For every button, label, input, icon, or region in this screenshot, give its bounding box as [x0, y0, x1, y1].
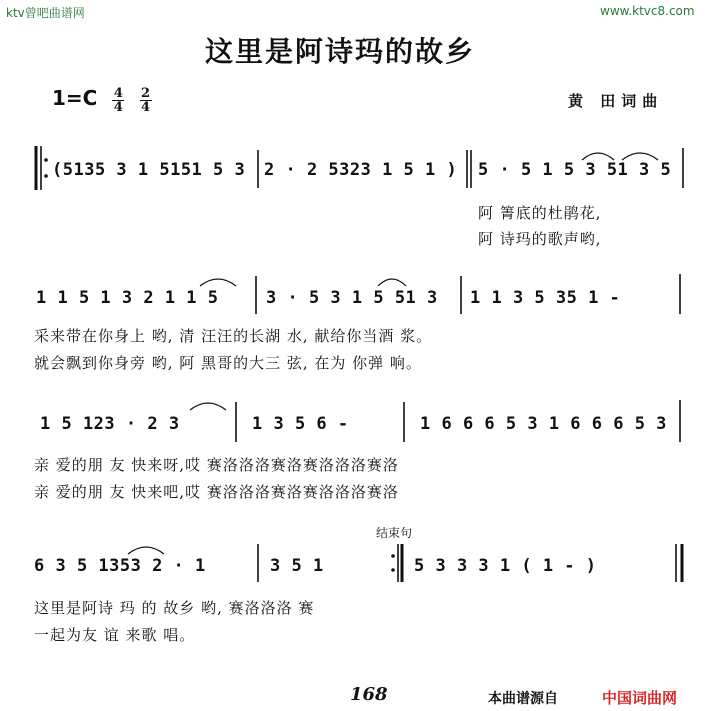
system2-measure2-notes: 3 · 5 3 1 5 51 3	[266, 288, 438, 308]
system4-measure3-notes: 5 3 3 3 1 ( 1 - )	[414, 556, 597, 576]
system4-measure2-notes: 3 5 1	[270, 556, 324, 576]
footer-source-text: 本曲谱源自	[488, 691, 558, 707]
system2-lyric-verse1: 采来带在你身上 哟, 清 汪汪的长湖 水, 献给你当酒 浆。	[34, 327, 433, 345]
watermark-left: ktv曾吧曲谱网	[6, 6, 85, 20]
time-signature-2: $\frac{2}{4}$	[141, 86, 151, 115]
footer-site-link[interactable]: 中国词曲网	[602, 689, 678, 707]
watermark-right: www.ktvc8.com	[600, 4, 695, 18]
system4-lyric-verse1: 这里是阿诗 玛 的 故乡 哟, 赛洛洛洛 赛	[34, 599, 315, 617]
system1-lyric-verse1: 阿 箐底的杜鹃花,	[478, 204, 602, 222]
system3-lyric-verse2: 亲 爱的朋 友 快来吧,哎 赛洛洛洛赛洛赛洛洛洛赛洛	[34, 483, 399, 501]
composer-credit: 黄 田词曲	[568, 92, 664, 110]
key-signature: 1=C	[52, 86, 98, 110]
system4-lyric-verse2: 一起为友 谊 来歌 唱。	[34, 626, 196, 644]
system1-measure2-notes: 2 · 2 5323 1 5 1 )	[264, 160, 458, 180]
system2-measure3-notes: 1 1 3 5 35 1 -	[470, 288, 621, 308]
coda-label: 结束句	[376, 526, 413, 540]
time-signature-1: $\frac{4}{4}$	[113, 86, 123, 115]
system3-lyric-verse1: 亲 爱的朋 友 快来呀,哎 赛洛洛洛赛洛赛洛洛洛赛洛	[34, 456, 399, 474]
system4-measure1-notes: 6 3 5 1353 2 · 1	[34, 556, 206, 576]
system3-measure3-notes: 1 6 6 6 5 3 1 6 6 6 5 3	[420, 414, 667, 434]
system3-measure1-notes: 1 5 123 · 2 3	[40, 414, 180, 434]
system2-measure1-notes: 1 1 5 1 3 2 1 1 5	[36, 288, 219, 308]
system1-lyric-verse2: 阿 诗玛的歌声哟,	[478, 230, 602, 248]
system1-measure3-notes: 5 · 5 1 5 3 51 3 5	[478, 160, 672, 180]
song-title: 这里是阿诗玛的故乡	[205, 35, 476, 68]
system3-measure2-notes: 1 3 5 6 -	[252, 414, 349, 434]
system1-measure1-notes: (5135 3 1 5151 5 3	[52, 160, 246, 180]
system2-lyric-verse2: 就会飘到你身旁 哟, 阿 黑哥的大三 弦, 在为 你弹 响。	[34, 354, 422, 372]
page-number: 168	[350, 684, 388, 705]
